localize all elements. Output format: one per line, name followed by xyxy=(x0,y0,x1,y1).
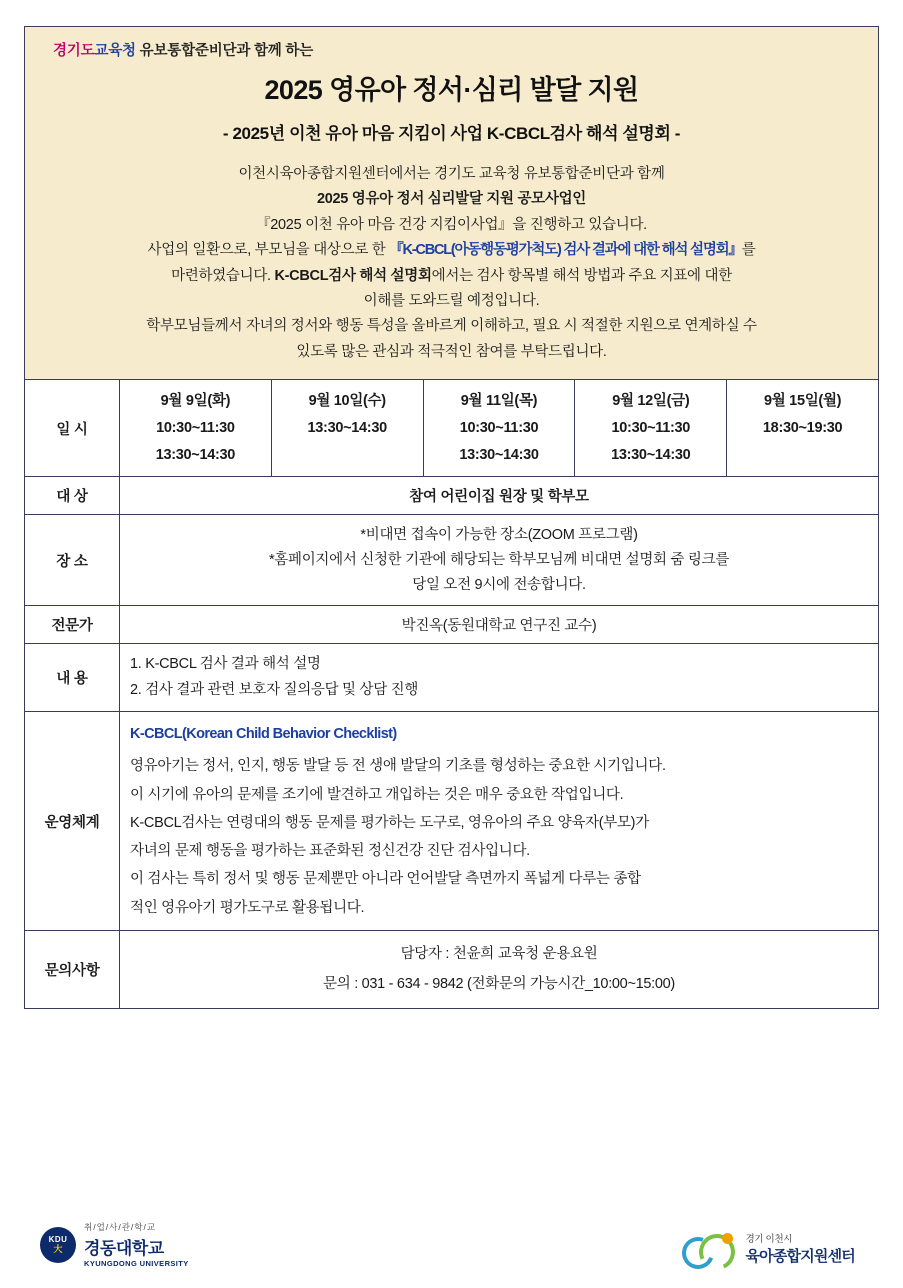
label-target: 대 상 xyxy=(25,477,120,515)
place-line-2: *홈페이지에서 신청한 기관에 해당되는 학부모님께 비대면 설명회 줌 링크를 xyxy=(268,552,730,569)
swirl-icon xyxy=(682,1232,736,1266)
schedule-date-3: 9월 11일(목) xyxy=(460,393,538,409)
org-gyeonggi-label: 경기도 xyxy=(53,43,95,59)
label-expert: 전문가 xyxy=(25,606,120,644)
schedule-time-3b: 13:30~14:30 xyxy=(459,446,539,463)
description-line-5 xyxy=(43,264,860,289)
schedule-time-2a: 13:30~14:30 xyxy=(307,419,387,436)
center-name-label: 육아종합지원센터 xyxy=(745,1248,855,1265)
schedule-cell-1 xyxy=(120,380,272,477)
schedule-time-4b: 13:30~14:30 xyxy=(611,446,691,463)
event-info-table xyxy=(24,379,879,1009)
description-line-1: 이천시육아종합지원센터에서는 경기도 교육청 유보통합준비단과 함께 xyxy=(238,166,665,182)
table-row-place xyxy=(25,515,879,606)
value-expert: 박진옥(동원대학교 연구진 교수) xyxy=(120,606,879,644)
label-schedule: 일 시 xyxy=(25,380,120,477)
schedule-time-1b: 13:30~14:30 xyxy=(155,446,236,463)
table-row-content xyxy=(25,644,879,712)
footer-logos xyxy=(0,1210,903,1272)
schedule-date-2: 9월 10일(수) xyxy=(308,393,386,409)
table-row-target xyxy=(25,477,879,515)
schedule-time-5b xyxy=(737,442,868,469)
system-heading: K-CBCL(Korean Child Behavior Checklist) xyxy=(130,726,397,743)
university-seal-icon xyxy=(40,1227,76,1263)
kcbcl-highlight: 『K-CBCL(아동행동평가척도) 검사 결과에 대한 해석 설명회』 xyxy=(389,242,742,259)
system-line-6: 적인 영유아기 평가도구로 활용됩니다. xyxy=(130,899,365,916)
table-row-expert xyxy=(25,606,879,644)
value-content xyxy=(120,644,879,712)
childcare-center-logo xyxy=(682,1231,855,1266)
label-system: 운영체계 xyxy=(25,712,120,931)
swirl-dot-orange xyxy=(722,1233,733,1244)
description-line-4 xyxy=(43,238,860,263)
schedule-time-5a: 18:30~19:30 xyxy=(762,419,843,436)
org-education-office-label: 교육청 xyxy=(94,43,136,59)
description-line-4-c: 를 xyxy=(741,242,756,259)
system-line-2: 이 시기에 유아의 문제를 조기에 발견하고 개입하는 것은 매우 중요한 작업입니다. xyxy=(130,786,624,803)
table-row-contact xyxy=(25,930,879,1008)
description-line-5-a: 마련하였습니다. xyxy=(171,267,275,284)
seal-top-text: KDU xyxy=(48,1234,68,1244)
contact-line-1: 담당자 : 천윤희 교육청 운용요원 xyxy=(400,945,598,962)
value-contact xyxy=(120,930,879,1008)
page-subtitle: - 2025년 이천 유아 마음 지킴이 사업 K-CBCL검사 해석 설명회 - xyxy=(222,124,681,143)
content-line-2: 2. 검사 결과 관련 보호자 질의응답 및 상담 진행 xyxy=(130,681,419,698)
banner-description xyxy=(43,162,860,365)
schedule-date-5: 9월 15일(월) xyxy=(763,393,842,409)
page-title: 2025 영유아 정서·심리 발달 지원 xyxy=(264,75,639,105)
description-line-8: 있도록 많은 관심과 적극적인 참여를 부탁드립니다. xyxy=(296,343,607,360)
schedule-time-3a: 10:30~11:30 xyxy=(459,419,539,436)
schedule-date-1: 9월 9일(화) xyxy=(160,393,231,409)
schedule-date-4: 9월 12일(금) xyxy=(612,393,690,409)
place-line-1: *비대면 접속이 가능한 장소(ZOOM 프로그램) xyxy=(360,527,638,544)
schedule-time-2b xyxy=(282,442,413,469)
kyungdong-university-logo xyxy=(40,1221,189,1268)
university-slogan: 취/업/사/관/학/교 xyxy=(84,1222,157,1232)
description-line-5-b: K-CBCL검사 해석 설명회 xyxy=(274,267,432,284)
center-city-label: 경기 이천시 xyxy=(745,1234,793,1245)
value-system xyxy=(120,712,879,931)
org-rest-label: 유보통합준비단과 함께 하는 xyxy=(135,43,314,59)
contact-line-2: 문의 : 031 - 634 - 9842 (전화문의 가능시간_10:00~15:00) xyxy=(323,976,675,993)
label-content: 내 용 xyxy=(25,644,120,712)
description-line-6: 이해를 도와드릴 예정입니다. xyxy=(363,292,540,309)
description-line-4-a: 사업의 일환으로, 부모님을 대상으로 한 xyxy=(147,242,390,259)
system-line-3: K-CBCL검사는 연령대의 행동 문제를 평가하는 도구로, 영유아의 주요 양육자(부모)가 xyxy=(130,814,649,831)
schedule-time-1a: 10:30~11:30 xyxy=(156,419,235,436)
system-line-1: 영유아기는 정서, 인지, 행동 발달 등 전 생애 발달의 기초를 형성하는 중요한 시기입니다. xyxy=(130,758,666,775)
schedule-cell-3 xyxy=(423,380,575,477)
schedule-time-4a: 10:30~11:30 xyxy=(611,419,691,436)
table-row-schedule xyxy=(25,380,879,477)
label-contact: 문의사항 xyxy=(25,930,120,1008)
description-line-3: 『2025 이천 유아 마음 건강 지킴이사업』을 진행하고 있습니다. xyxy=(256,216,647,233)
schedule-cell-2 xyxy=(271,380,423,477)
header-banner xyxy=(24,26,879,380)
center-logo-text xyxy=(745,1231,855,1266)
value-place xyxy=(120,515,879,606)
schedule-cell-4 xyxy=(575,380,727,477)
description-line-7: 학부모님들께서 자녀의 정서와 행동 특성을 올바르게 이해하고, 필요 시 적절한 지원으로 연계하실 수 xyxy=(146,318,757,335)
university-name-en: KYUNGDONG UNIVERSITY xyxy=(84,1259,189,1268)
university-logo-text xyxy=(84,1221,189,1268)
content-line-1: 1. K-CBCL 검사 결과 해석 설명 xyxy=(130,656,321,673)
table-row-system xyxy=(25,712,879,931)
description-line-5-c: 에서는 검사 항목별 해석 방법과 주요 지표에 대한 xyxy=(431,267,732,284)
value-target: 참여 어린이집 원장 및 학부모 xyxy=(120,477,879,515)
system-line-5: 이 검사는 특히 정서 및 행동 문제뿐만 아니라 언어발달 측면까지 폭넓게 다루는 종합 xyxy=(130,871,641,888)
schedule-cell-5 xyxy=(727,380,879,477)
description-line-2: 2025 영유아 정서 심리발달 지원 공모사업인 xyxy=(316,191,586,208)
system-line-4: 자녀의 문제 행동을 평가하는 표준화된 정신건강 진단 검사입니다. xyxy=(130,843,530,860)
label-place: 장 소 xyxy=(25,515,120,606)
place-line-3: 당일 오전 9시에 전송합니다. xyxy=(412,576,586,593)
university-name-kr: 경동대학교 xyxy=(84,1239,164,1258)
banner-organization-line xyxy=(53,39,860,60)
seal-bottom-text: 大 xyxy=(53,1243,63,1254)
